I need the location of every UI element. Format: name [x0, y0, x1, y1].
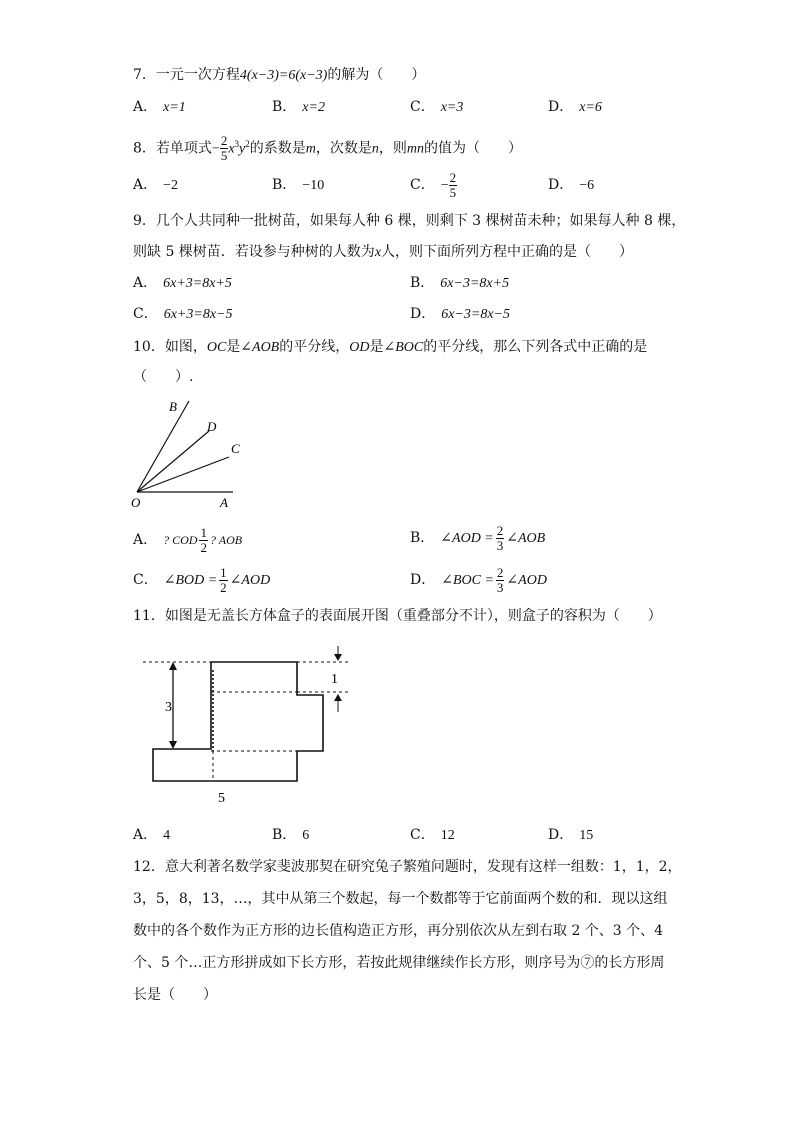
- option-text-post: ∠AOD: [229, 573, 271, 588]
- option-label: A．: [133, 827, 158, 843]
- fraction-denominator: 3: [496, 579, 504, 595]
- option-text-post: ∠AOD: [506, 573, 547, 588]
- option-text: x=3: [440, 100, 464, 115]
- q9-option-d[interactable]: [410, 304, 510, 325]
- option-label: B．: [272, 827, 297, 843]
- dim-1-arrow-bottom: [334, 694, 342, 701]
- dim-3-arrow-bottom: [169, 741, 177, 749]
- q8-mono-sign: −: [211, 141, 220, 157]
- q10-option-a[interactable]: [133, 523, 242, 557]
- q10-is1: 是: [226, 339, 241, 355]
- fraction-denominator: 2: [220, 579, 227, 595]
- fraction-denominator: 5: [220, 148, 228, 164]
- q7-stem-prefix: 7．一元一次方程: [133, 67, 240, 83]
- q10-optd-fraction: [496, 566, 505, 595]
- label-a: A: [220, 495, 228, 510]
- option-label: D．: [548, 99, 574, 115]
- dim-3-arrow-top: [169, 662, 177, 670]
- option-text-pre: ∠AOD =: [440, 531, 494, 546]
- fraction-denominator: 2: [200, 539, 207, 555]
- q12-line-2: 3，5，8，13，…，其中从第三个数起，每一个数都等于它前面两个数的和．现以这组: [133, 891, 668, 907]
- q8-option-c[interactable]: [410, 165, 457, 205]
- option-text-pre: ∠BOD =: [163, 573, 218, 588]
- option-label: D．: [548, 177, 574, 193]
- q9-var-x: x: [374, 245, 382, 260]
- ray-oc: [137, 457, 229, 492]
- question-7-stem: [133, 65, 425, 86]
- q8-stem-mid1: 的系数是: [249, 140, 306, 157]
- option-label: B．: [272, 99, 297, 115]
- q9-line2-suffix: 人，则下面所列方程中正确的是（ ）: [381, 244, 634, 260]
- q7-stem-suffix: 的解为（ ）: [327, 67, 426, 83]
- ray-ob: [137, 401, 189, 492]
- fraction-numerator: 1: [200, 524, 207, 540]
- option-text: 12: [440, 828, 455, 843]
- q9-line-2: [133, 242, 633, 263]
- option-text: 6x−3=8x+5: [440, 276, 510, 291]
- option-label: A．: [133, 275, 158, 291]
- option-label: D．: [410, 306, 436, 322]
- option-label: C．: [133, 572, 158, 588]
- q7-option-b[interactable]: [272, 97, 325, 118]
- fraction-numerator: 1: [220, 564, 227, 580]
- dim-1-label: 1: [331, 672, 338, 687]
- label-d: D: [207, 419, 217, 434]
- q10-line-2: （ ）.: [133, 369, 194, 385]
- option-label: C．: [410, 177, 435, 193]
- option-label: B．: [410, 530, 435, 546]
- dim-5-label: 5: [218, 791, 225, 806]
- fraction-numerator: 2: [496, 564, 504, 580]
- q8-var-y: y: [239, 141, 246, 157]
- q10-prefix: 10．如图，: [133, 339, 207, 355]
- q9-line2-prefix: 则缺 5 棵树苗．若设参与种树的人数为: [133, 244, 375, 260]
- option-label: C．: [133, 306, 158, 322]
- option-label: D．: [410, 572, 436, 588]
- q7-option-d[interactable]: [548, 97, 602, 118]
- q11-stem: 11．如图是无盖长方体盒子的表面展开图（重叠部分不计），则盒子的容积为（ ）: [133, 608, 662, 624]
- net-outline: [153, 662, 323, 781]
- q11-option-c[interactable]: [410, 825, 455, 846]
- dim-3-label: 3: [165, 700, 172, 715]
- q10-option-c[interactable]: [133, 563, 270, 597]
- q8-stem-suffix: 的值为（ ）: [424, 140, 523, 157]
- option-text-pre: ∠BOC =: [441, 573, 494, 588]
- option-text: 15: [579, 828, 594, 843]
- q7-option-c[interactable]: [410, 97, 463, 118]
- q8-option-d[interactable]: [548, 175, 594, 196]
- fraction-numerator: 2: [496, 522, 504, 538]
- q8-stem-mid3: ，则: [378, 140, 407, 157]
- q8-stem-mid2: ，次数是: [315, 140, 372, 157]
- q7-equation: 4(x−3)=6(x−3): [239, 68, 328, 83]
- dim-1-arrow-top: [334, 654, 342, 661]
- q12-line-1: 12．意大利著名数学家斐波那契在研究兔子繁殖问题时，发现有这样一组数：1，1，2，: [133, 859, 682, 875]
- q9-option-a[interactable]: [133, 273, 232, 294]
- q7-option-a[interactable]: [133, 97, 186, 118]
- option-text-pre: ? COD: [163, 533, 198, 547]
- q10-od: OD: [349, 340, 370, 355]
- option-text: −6: [579, 178, 595, 193]
- fraction-numerator: 2: [449, 169, 457, 185]
- option-label: A．: [133, 177, 158, 193]
- fraction-numerator: 2: [220, 133, 228, 149]
- q8-option-b[interactable]: [272, 175, 324, 196]
- option-label: A．: [133, 532, 158, 548]
- q12-line-4: 个、5 个…正方形拼成如下长方形，若按此规律继续作长方形，则序号为⑦的长方形周: [133, 955, 665, 971]
- label-c: C: [231, 441, 240, 456]
- q10-opta-fraction: [199, 526, 208, 555]
- option-text: 4: [163, 828, 171, 843]
- q10-option-b[interactable]: [410, 521, 545, 555]
- option-label: C．: [410, 827, 435, 843]
- angle-figure: [125, 395, 245, 515]
- option-text: 6x+3=8x+5: [163, 276, 232, 291]
- q8-var-x: x: [228, 141, 235, 157]
- box-net-figure: [135, 640, 365, 810]
- option-text: x=2: [302, 100, 325, 115]
- option-label: D．: [548, 827, 574, 843]
- option-label: A．: [133, 99, 158, 115]
- q10-optb-fraction: [496, 524, 505, 553]
- q10-is2: 是: [369, 339, 384, 355]
- q8-var-m: m: [305, 141, 316, 157]
- option-label: C．: [410, 99, 435, 115]
- option-text: x=6: [579, 100, 602, 115]
- q9-option-c[interactable]: [133, 304, 233, 325]
- q10-angle-aob: ∠AOB: [240, 340, 280, 355]
- q11-option-a[interactable]: [133, 825, 170, 846]
- q10-tail: 的平分线，那么下列各式中正确的是: [423, 339, 648, 355]
- ray-od: [137, 431, 209, 492]
- option-label: B．: [272, 177, 297, 193]
- option-text: −2: [163, 178, 179, 193]
- option-text-post: ∠AOB: [506, 531, 546, 546]
- option-text: −10: [302, 178, 325, 193]
- q12-line-5: 长是（ ）: [133, 987, 217, 1003]
- q10-optc-fraction: [219, 566, 228, 595]
- q9-option-b[interactable]: [410, 273, 509, 294]
- q12-line-3: 数中的各个数作为正方形的边长值构造正方形，再分别依次从左到右取 2 个、3 个、4: [133, 923, 664, 939]
- q8-var-n: n: [371, 141, 379, 157]
- q8-stem-prefix: 8．若单项式: [133, 140, 212, 157]
- option-text: 6: [302, 828, 310, 843]
- option-text: 6x−3=8x−5: [441, 307, 511, 322]
- label-b: B: [169, 399, 177, 414]
- option-text-post: ? AOB: [209, 533, 243, 547]
- option-label: B．: [410, 275, 435, 291]
- q10-oc: OC: [206, 340, 227, 355]
- q8-exp-1: 3: [234, 139, 240, 149]
- q8-exp-2: 2: [245, 139, 250, 149]
- q10-mid: 的平分线，: [279, 339, 350, 355]
- q10-angle-boc: ∠BOC: [383, 340, 424, 355]
- option-text: x=1: [163, 100, 186, 115]
- q8-optc-fraction: [449, 171, 458, 200]
- fraction-denominator: 5: [449, 184, 457, 200]
- q8-option-a[interactable]: [133, 175, 178, 196]
- question-8-stem: [133, 128, 523, 164]
- q10-option-d[interactable]: [410, 563, 547, 597]
- q9-line-1: 9．几个人共同种一批树苗，如果每人种 6 棵，则剩下 3 棵树苗未种；如果每人种 8 棵，: [133, 213, 686, 229]
- q11-option-b[interactable]: [272, 825, 309, 846]
- label-o: O: [131, 495, 141, 510]
- q8-var-mn: mn: [406, 141, 425, 157]
- option-sign: −: [440, 178, 449, 193]
- q11-option-d[interactable]: [548, 825, 593, 846]
- option-text: 6x+3=8x−5: [163, 307, 233, 322]
- q10-line-1: [133, 337, 647, 358]
- fraction-denominator: 3: [496, 537, 504, 553]
